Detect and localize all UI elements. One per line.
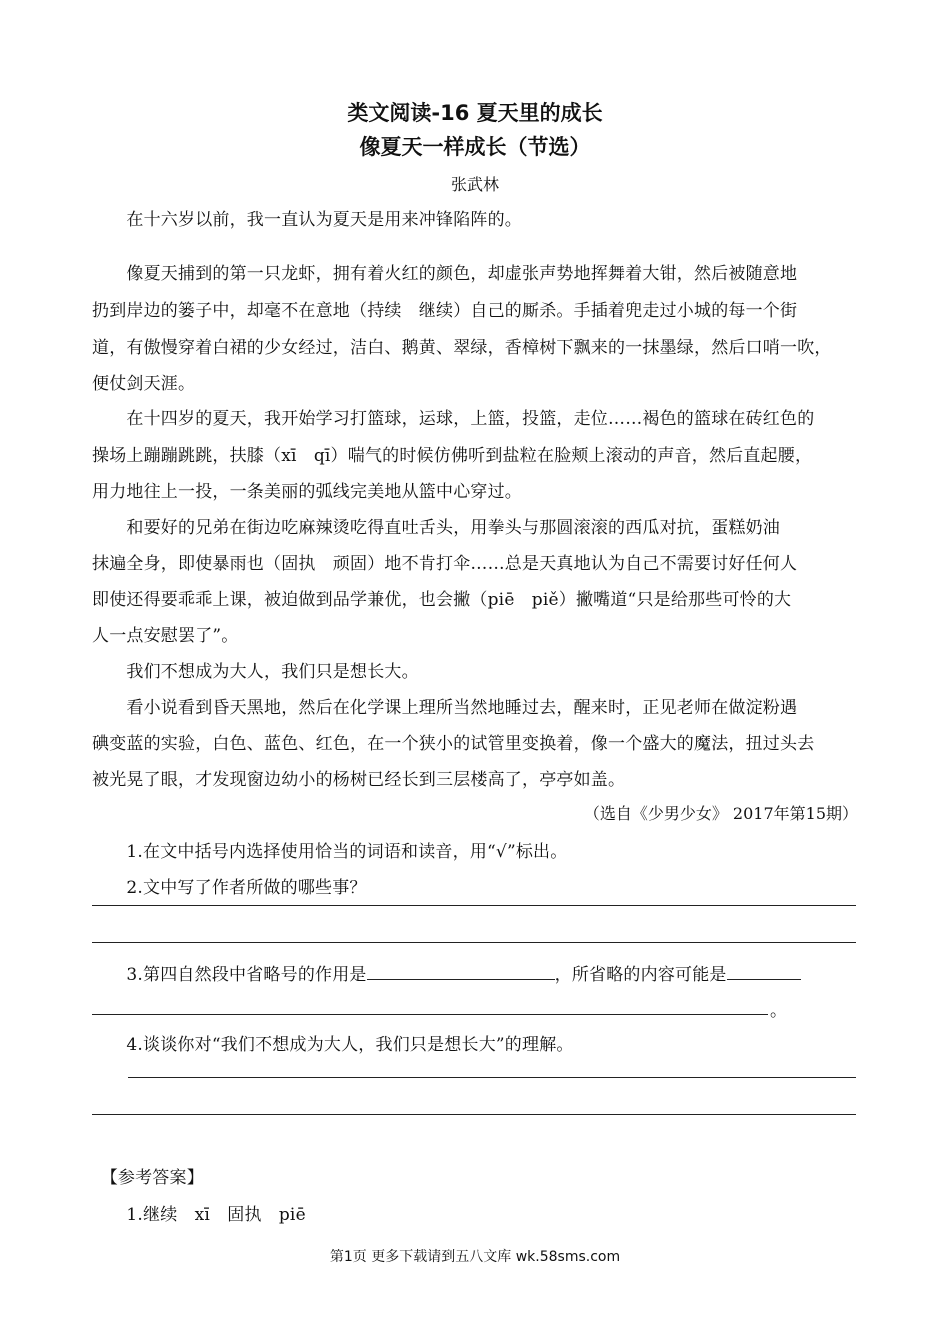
paragraph-line: 碘变蓝的实验，白色、蓝色、红色，在一个狭小的试管里变换着，像一个盛大的魔法，扭过头去 (92, 734, 815, 754)
paragraph-line: 和要好的兄弟在街边吃麻辣烫吃得直吐舌头，用拳头与那圆滚滚的西瓜对抗，蛋糕奶油 (92, 518, 780, 538)
answer-line[interactable] (92, 1014, 768, 1015)
page-footer: 第1页 更多下载请到五八文库 wk.58sms.com (329, 1249, 621, 1265)
source-citation: （选自《少男少女》 2017年第15期） (583, 804, 858, 823)
paragraph-line: 用力地往上一投，一条美丽的弧线完美地从篮中心穿过。 (92, 482, 522, 502)
question-4: 4.谈谈你对“我们不想成为大人，我们只是想长大”的理解。 (92, 1035, 574, 1055)
answer-1: 1.继续 xī 固执 piē (92, 1205, 306, 1225)
paragraph-line: 即使还得要乖乖上课，被迫做到品学兼优，也会撇（piē piě）撇嘴道“只是给那些可怜的大 (92, 590, 792, 610)
paragraph-line: 抹遍全身，即使暴雨也（固执 顽固）地不肯打伞……总是天真地认为自己不需要讨好任何人 (92, 554, 798, 574)
article-title: 像夏天一样成长（节选） (359, 135, 591, 159)
paragraph-line: 在十四岁的夏天，我开始学习打篮球，运球，上篮，投篮，走位……褐色的篮球在砖红色的 (92, 409, 815, 429)
question-3-end: 。 (770, 1001, 787, 1021)
page-title: 类文阅读-16 夏天里的成长 (347, 101, 603, 125)
paragraph-line: 我们不想成为大人，我们只是想长大。 (92, 662, 419, 682)
paragraph-line: 看小说看到昏天黑地，然后在化学课上理所当然地睡过去，醒来时，正见老师在做淀粉遇 (92, 698, 798, 718)
paragraph-line: 操场上蹦蹦跳跳，扶膝（xī qī）喘气的时候仿佛听到盐粒在脸颊上滚动的声音，然后直起腰， (92, 446, 813, 466)
author: 张武林 (450, 175, 499, 194)
paragraph-line: 道，有傲慢穿着白裙的少女经过，洁白、鹅黄、翠绿，香樟树下飘来的一抹墨绿，然后口哨一吹， (92, 338, 832, 358)
answer-line[interactable] (92, 905, 856, 906)
answer-line[interactable] (92, 1114, 856, 1115)
paragraph-line: 像夏天捕到的第一只龙虾，拥有着火红的颜色，却虚张声势地挥舞着大钳，然后被随意地 (92, 264, 798, 284)
question-3 (92, 960, 801, 985)
paragraph-line: 便仗剑天涯。 (92, 374, 196, 394)
blank[interactable] (727, 962, 801, 980)
question-3-part-a: 3.第四自然段中省略号的作用是 (92, 965, 367, 985)
blank[interactable] (367, 962, 555, 980)
answer-line[interactable] (92, 942, 856, 943)
question-3-part-b: ，所省略的内容可能是 (554, 965, 727, 985)
question-2: 2.文中写了作者所做的哪些事？ (92, 878, 367, 898)
paragraph-line: 扔到岸边的篓子中，却毫不在意地（持续 继续）自己的厮杀。手插着兜走过小城的每一个街 (92, 301, 798, 321)
paragraph-line: 被光晃了眼，才发现窗边幼小的杨树已经长到三层楼高了，亭亭如盖。 (92, 770, 626, 790)
question-1: 1.在文中括号内选择使用恰当的词语和读音，用“√”标出。 (92, 842, 568, 862)
answer-heading: 【参考答案】 (92, 1168, 204, 1188)
paragraph-line: 人一点安慰罢了”。 (92, 626, 239, 646)
paragraph-line: 在十六岁以前，我一直认为夏天是用来冲锋陷阵的。 (92, 210, 522, 230)
answer-line[interactable] (128, 1077, 856, 1078)
